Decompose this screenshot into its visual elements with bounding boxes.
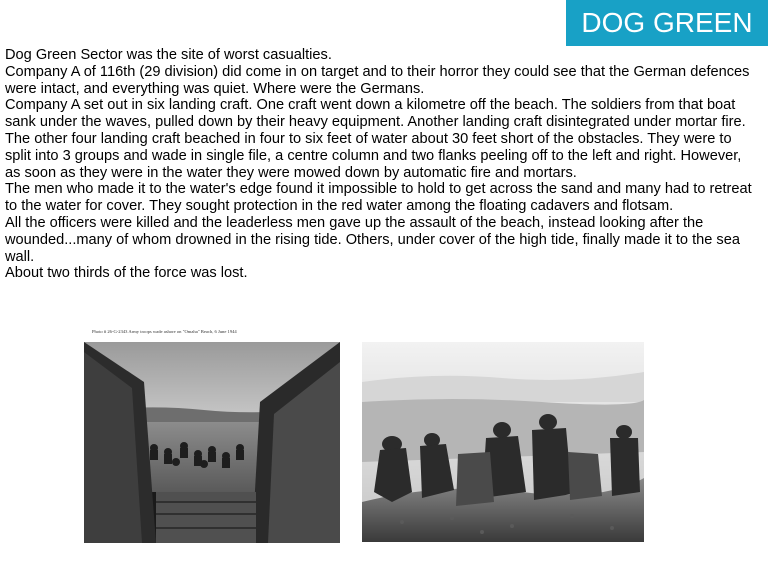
beach-soldiers-photo [362,342,644,542]
photo-caption: Photo # 26-G-2343 Army troops wade ashore on "Omaha" Beach, 6 June 1944 [92,329,237,334]
paragraph: The other four landing craft beached in four to six feet of water about 30 feet short of the obstacles. They were to split into 3 groups and wade in single file, a centre column and two flanks peeling off to the left and right. However, as soon as they were in the water they were mowed down by automatic fire and mortars. [5,130,742,181]
paragraph: The men who made it to the water's edge found it impossible to hold to get across the sand and many had to retreat to the water for cover. They sought protection in the red water among the floating cadavers and flotsam. [5,181,752,215]
paragraph: About two thirds of the force was lost. [5,265,248,282]
landing-craft-photo [84,342,340,543]
page-title: DOG GREEN [581,7,753,38]
paragraph: Company A of 116th (29 division) did come in on target and to their horror they could see that the German defences were intact, and everything was quiet. Where were the Germans. [5,63,750,97]
body-text [5,47,757,282]
paragraph: All the officers were killed and the leaderless men gave up the assault of the beach, instead looking after the wounded...many of whom drowned in the rising tide. Others, under cover of the high tide, finally made it to the sea wall. [5,214,740,265]
paragraph: Company A set out in six landing craft. One craft went down a kilometre off the beach. The soldiers from that boat sank under the waves, pulled down by their heavy equipment. Another landing craft disintegrated under mortar fire. [5,97,746,131]
title-banner [566,0,768,46]
paragraph: Dog Green Sector was the site of worst casualties. [5,47,332,63]
